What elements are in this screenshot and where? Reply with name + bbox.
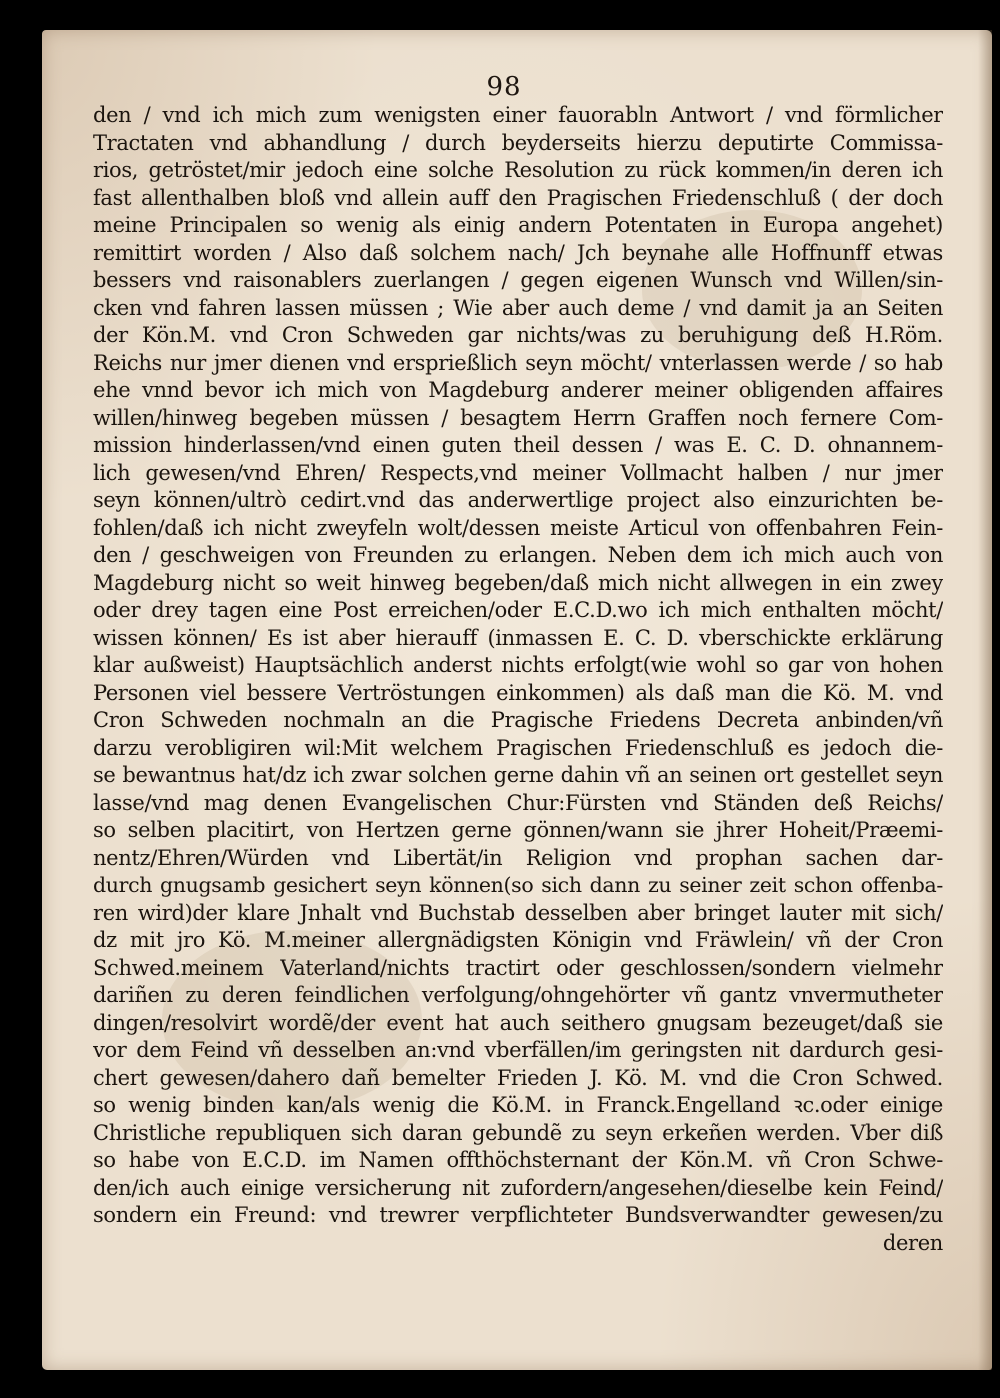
text-line: cken vnd fahren lassen müssen ; Wie aber auch deme / vnd damit ja an Seiten xyxy=(93,295,943,320)
page-edge-shadow xyxy=(978,30,992,1370)
text-line: sondern ein Freund: vnd trewrer verpflichteter Bundsverwandter gewesen/zu xyxy=(93,1203,943,1227)
text-line: lich gewesen/vnd Ehren/ Respects,vnd meiner Vollmacht halben / nur jmer xyxy=(93,460,943,485)
text-line: wissen können/ Es ist aber hierauff (inmassen E. C. D. vberschickte erklärung xyxy=(93,625,943,650)
text-line: fast allenthalben bloß vnd allein auff den Pragischen Friedenschluß ( der doch xyxy=(93,185,943,210)
text-line: vor dem Feind vñ desselben an:vnd vberfällen/im geringsten nit dardurch gesi- xyxy=(93,1038,943,1062)
text-line: bessers vnd raisonablers zuerlangen / gegen eigenen Wunsch vnd Willen/sin- xyxy=(93,268,943,292)
text-line: so habe von E.C.D. im Namen offthöchsternant der Kön.M. vñ Cron Schwe- xyxy=(93,1148,943,1172)
text-line: klar außweist) Hauptsächlich anderst nichts erfolgt(wie wohl so gar von hohen xyxy=(93,653,943,677)
text-line: willen/hinweg begeben müssen / besagtem Herrn Graffen noch fernere Com- xyxy=(93,405,943,430)
text-line: nentz/Ehren/Würden vnd Libertät/in Religion vnd prophan sachen dar- xyxy=(93,845,943,870)
text-line: oder drey tagen eine Post erreichen/oder E.C.D.wo ich mich enthalten möcht/ xyxy=(93,598,943,622)
text-line: fohlen/daß ich nicht zweyfeln wolt/dessen meiste Articul von offenbahren Fein- xyxy=(93,515,943,540)
text-line: den/ich auch einige versicherung nit zufordern/angesehen/dieselbe kein Feind/ xyxy=(93,1175,943,1200)
text-line: so wenig binden kan/als wenig die Kö.M. in Franck.Engelland ꝛc.oder einige xyxy=(93,1093,943,1117)
text-line: so selben placitirt, von Hertzen gerne gönnen/wann sie jhrer Hoheit/Præemi- xyxy=(93,818,943,842)
text-line: Personen viel bessere Vertröstungen einkommen) als daß man die Kö. M. vnd xyxy=(93,680,943,705)
text-line: rios, getröstet/mir jedoch eine solche Resolution zu rück kommen/in deren ich xyxy=(93,158,943,182)
page-number: 98 xyxy=(486,72,522,102)
text-line: darzu verobligiren wil:Mit welchem Pragischen Friedenschluß es jedoch die- xyxy=(93,735,943,760)
text-line: se bewantnus hat/dz ich zwar solchen gerne dahin vñ an seinen ort gestellet seyn xyxy=(93,763,943,787)
text-line: Cron Schweden nochmaln an die Pragische Friedens Decreta anbinden/vñ xyxy=(93,708,943,732)
text-line: mission hinderlassen/vnd einen guten theil dessen / was E. C. D. ohnannem- xyxy=(93,433,943,457)
text-line: meine Principalen so wenig als einig andern Potentaten in Europa angehet) xyxy=(93,213,943,237)
text-line: Tractaten vnd abhandlung / durch beyderseits hierzu deputirte Commissa- xyxy=(93,130,943,155)
text-line: Christliche republiquen sich daran gebundẽ zu seyn erkeñen werden. Vber diß xyxy=(93,1120,943,1145)
text-line: Magdeburg nicht so weit hinweg begeben/daß mich nicht allwegen in ein zwey xyxy=(93,570,943,595)
body-text xyxy=(93,102,943,1257)
catchword: deren xyxy=(882,1230,943,1255)
text-line: ehe vnnd bevor ich mich von Magdeburg anderer meiner obligenden affaires xyxy=(93,378,943,402)
text-line: ren wird)der klare Jnhalt vnd Buchstab desselben aber bringet lauter mit sich/ xyxy=(93,900,943,925)
text-line: Reichs nur jmer dienen vnd ersprießlich seyn möcht/ vnterlassen werde / so hab xyxy=(93,350,943,375)
text-line: der Kön.M. vnd Cron Schweden gar nichts/was zu beruhigung deß H.Röm. xyxy=(93,323,943,347)
text-line: remittirt worden / Also daß solchem nach/ Jch beynahe alle Hoffnunff etwas xyxy=(93,240,943,265)
book-page xyxy=(42,30,992,1370)
text-line: durch gnugsamb gesichert seyn können(so sich dann zu seiner zeit schon offenba- xyxy=(93,873,943,897)
text-line: dz mit jro Kö. M.meiner allergnädigsten Königin vnd Fräwlein/ vñ der Cron xyxy=(93,928,943,952)
text-line: Schwed.meinem Vaterland/nichts tractirt oder geschlossen/sondern vielmehr xyxy=(93,955,943,980)
text-line: den / geschweigen von Freunden zu erlangen. Neben dem ich mich auch von xyxy=(93,543,943,567)
text-line: dariñen zu deren feindlichen verfolgung/ohngehörter vñ gantz vnvermutheter xyxy=(93,983,943,1007)
text-line: lasse/vnd mag denen Evangelischen Chur:Fürsten vnd Ständen deß Reichs/ xyxy=(93,790,943,815)
text-line: den / vnd ich mich zum wenigsten einer fauorabln Antwort / vnd förmlicher xyxy=(93,103,943,127)
text-line: dingen/resolvirt wordẽ/der event hat auch seithero gnugsam bezeuget/daß sie xyxy=(93,1010,943,1035)
text-line: chert gewesen/dahero dañ bemelter Frieden J. Kö. M. vnd die Cron Schwed. xyxy=(93,1065,943,1090)
text-line: seyn können/ultrò cedirt.vnd das anderwertlige project also einzurichten be- xyxy=(93,488,943,512)
